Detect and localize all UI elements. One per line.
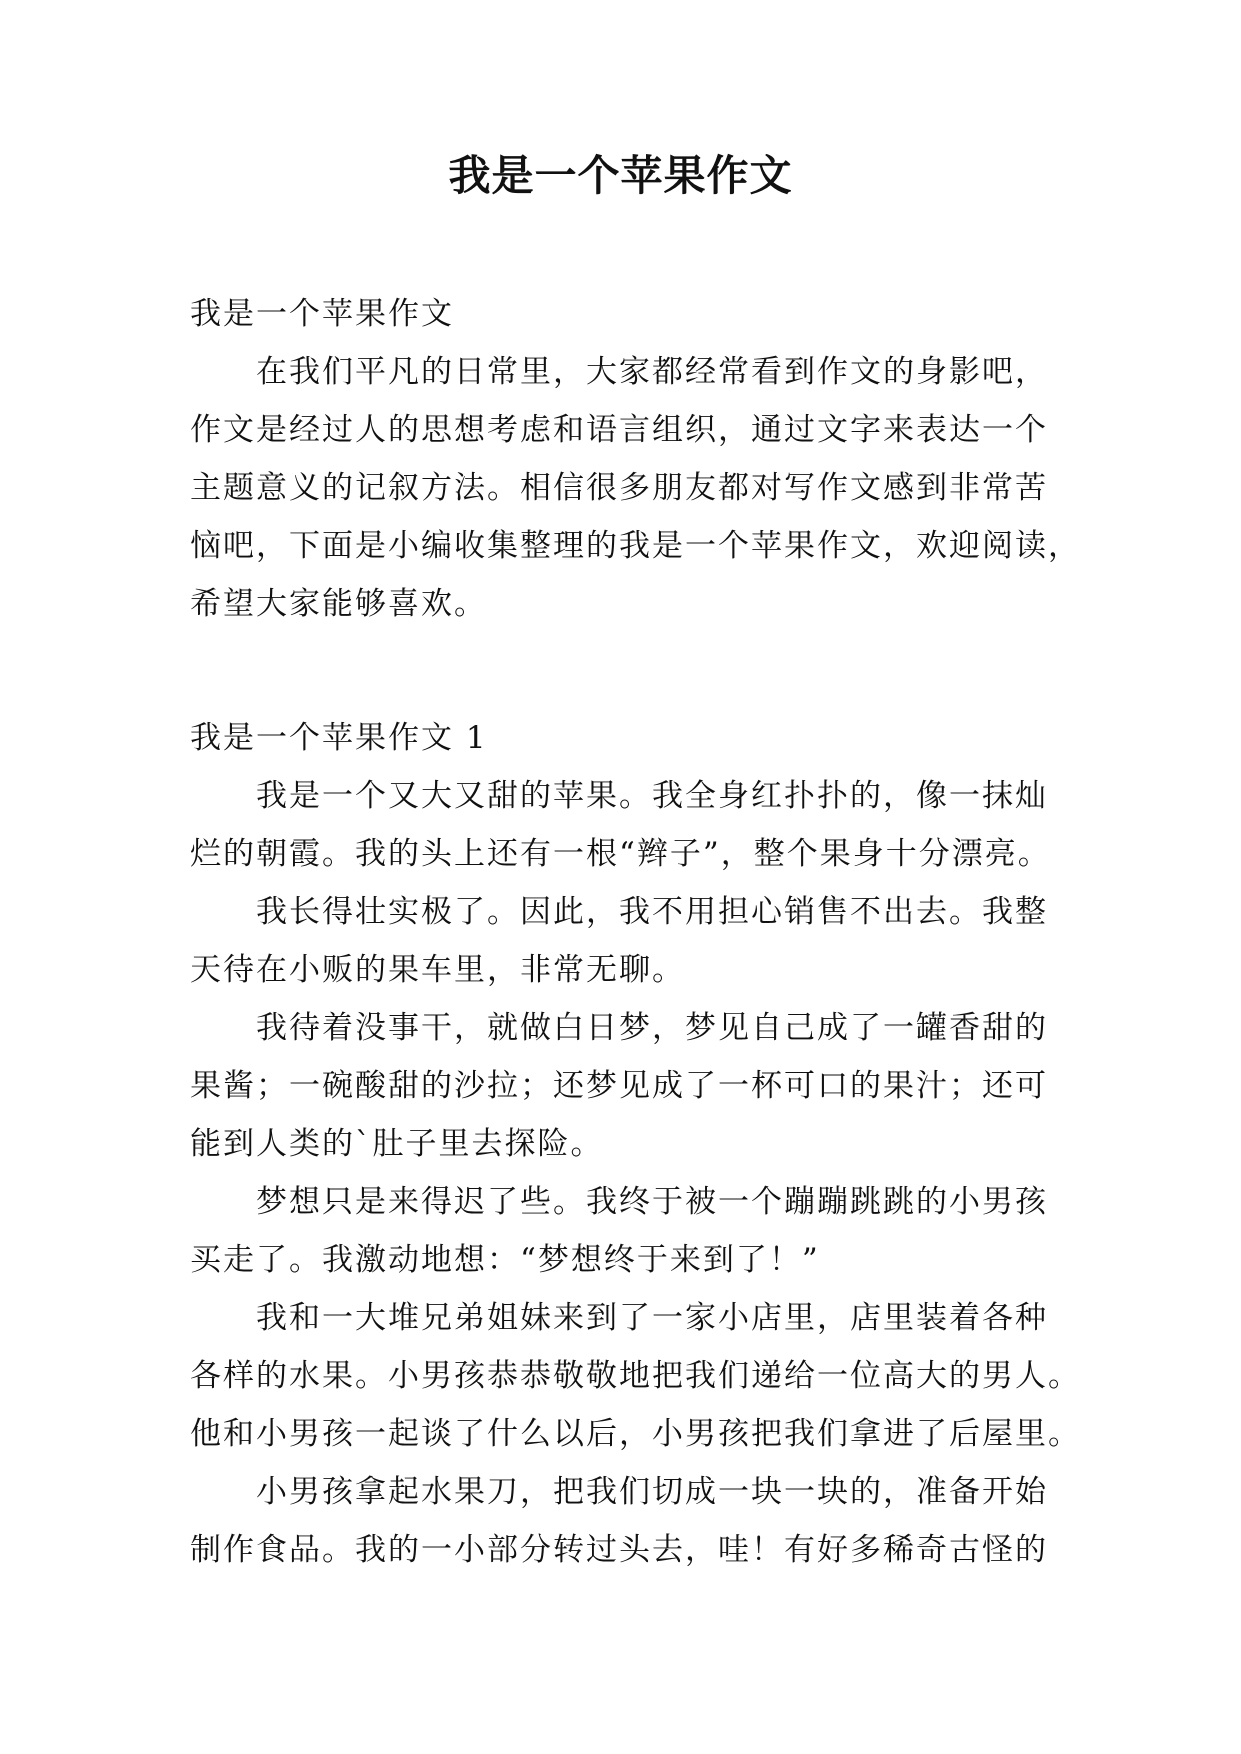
essay-line: 梦想只是来得迟了些。我终于被一个蹦蹦跳跳的小男孩 — [256, 1184, 1048, 1220]
intro-line: 在我们平凡的日常里，大家都经常看到作文的身影吧， — [256, 354, 1048, 390]
intro-heading: 我是一个苹果作文 — [190, 296, 454, 332]
intro-line: 作文是经过人的思想考虑和语言组织，通过文字来表达一个 — [190, 412, 1048, 448]
essay-line: 天待在小贩的果车里，非常无聊。 — [190, 952, 685, 988]
intro-line: 恼吧，下面是小编收集整理的我是一个苹果作文，欢迎阅读， — [190, 528, 1081, 564]
essay-line: 果酱；一碗酸甜的沙拉；还梦见成了一杯可口的果汁；还可 — [190, 1068, 1048, 1104]
essay-line: 小男孩拿起水果刀，把我们切成一块一块的，准备开始 — [256, 1474, 1048, 1510]
document-title: 我是一个苹果作文 — [448, 151, 793, 200]
section-gap — [190, 633, 1070, 709]
intro-line: 主题意义的记叙方法。相信很多朋友都对写作文感到非常苦 — [190, 470, 1048, 506]
essay-line: 制作食品。我的一小部分转过头去，哇！有好多稀奇古怪的 — [190, 1532, 1048, 1568]
essay-line: 我和一大堆兄弟姐妹来到了一家小店里，店里装着各种 — [256, 1300, 1048, 1336]
intro-line: 希望大家能够喜欢。 — [190, 586, 487, 622]
essay-line: 我待着没事干，就做白日梦，梦见自己成了一罐香甜的 — [256, 1010, 1048, 1046]
document-body — [190, 285, 1081, 1579]
essay-line: 各样的水果。小男孩恭恭敬敬地把我们递给一位高大的男人。 — [190, 1358, 1081, 1394]
essay-line: 他和小男孩一起谈了什么以后，小男孩把我们拿进了后屋里。 — [190, 1416, 1081, 1452]
essay-line: 我长得壮实极了。因此，我不用担心销售不出去。我整 — [256, 894, 1048, 930]
essay-line: 能到人类的`肚子里去探险。 — [190, 1126, 604, 1162]
essay-line: 我是一个又大又甜的苹果。我全身红扑扑的，像一抹灿 — [256, 778, 1048, 814]
essay-line: 烂的朝霞。我的头上还有一根“辫子”，整个果身十分漂亮。 — [190, 836, 1051, 872]
essay-line: 买走了。我激动地想：“梦想终于来到了！” — [190, 1242, 820, 1278]
essay-heading: 我是一个苹果作文 1 — [190, 720, 488, 756]
